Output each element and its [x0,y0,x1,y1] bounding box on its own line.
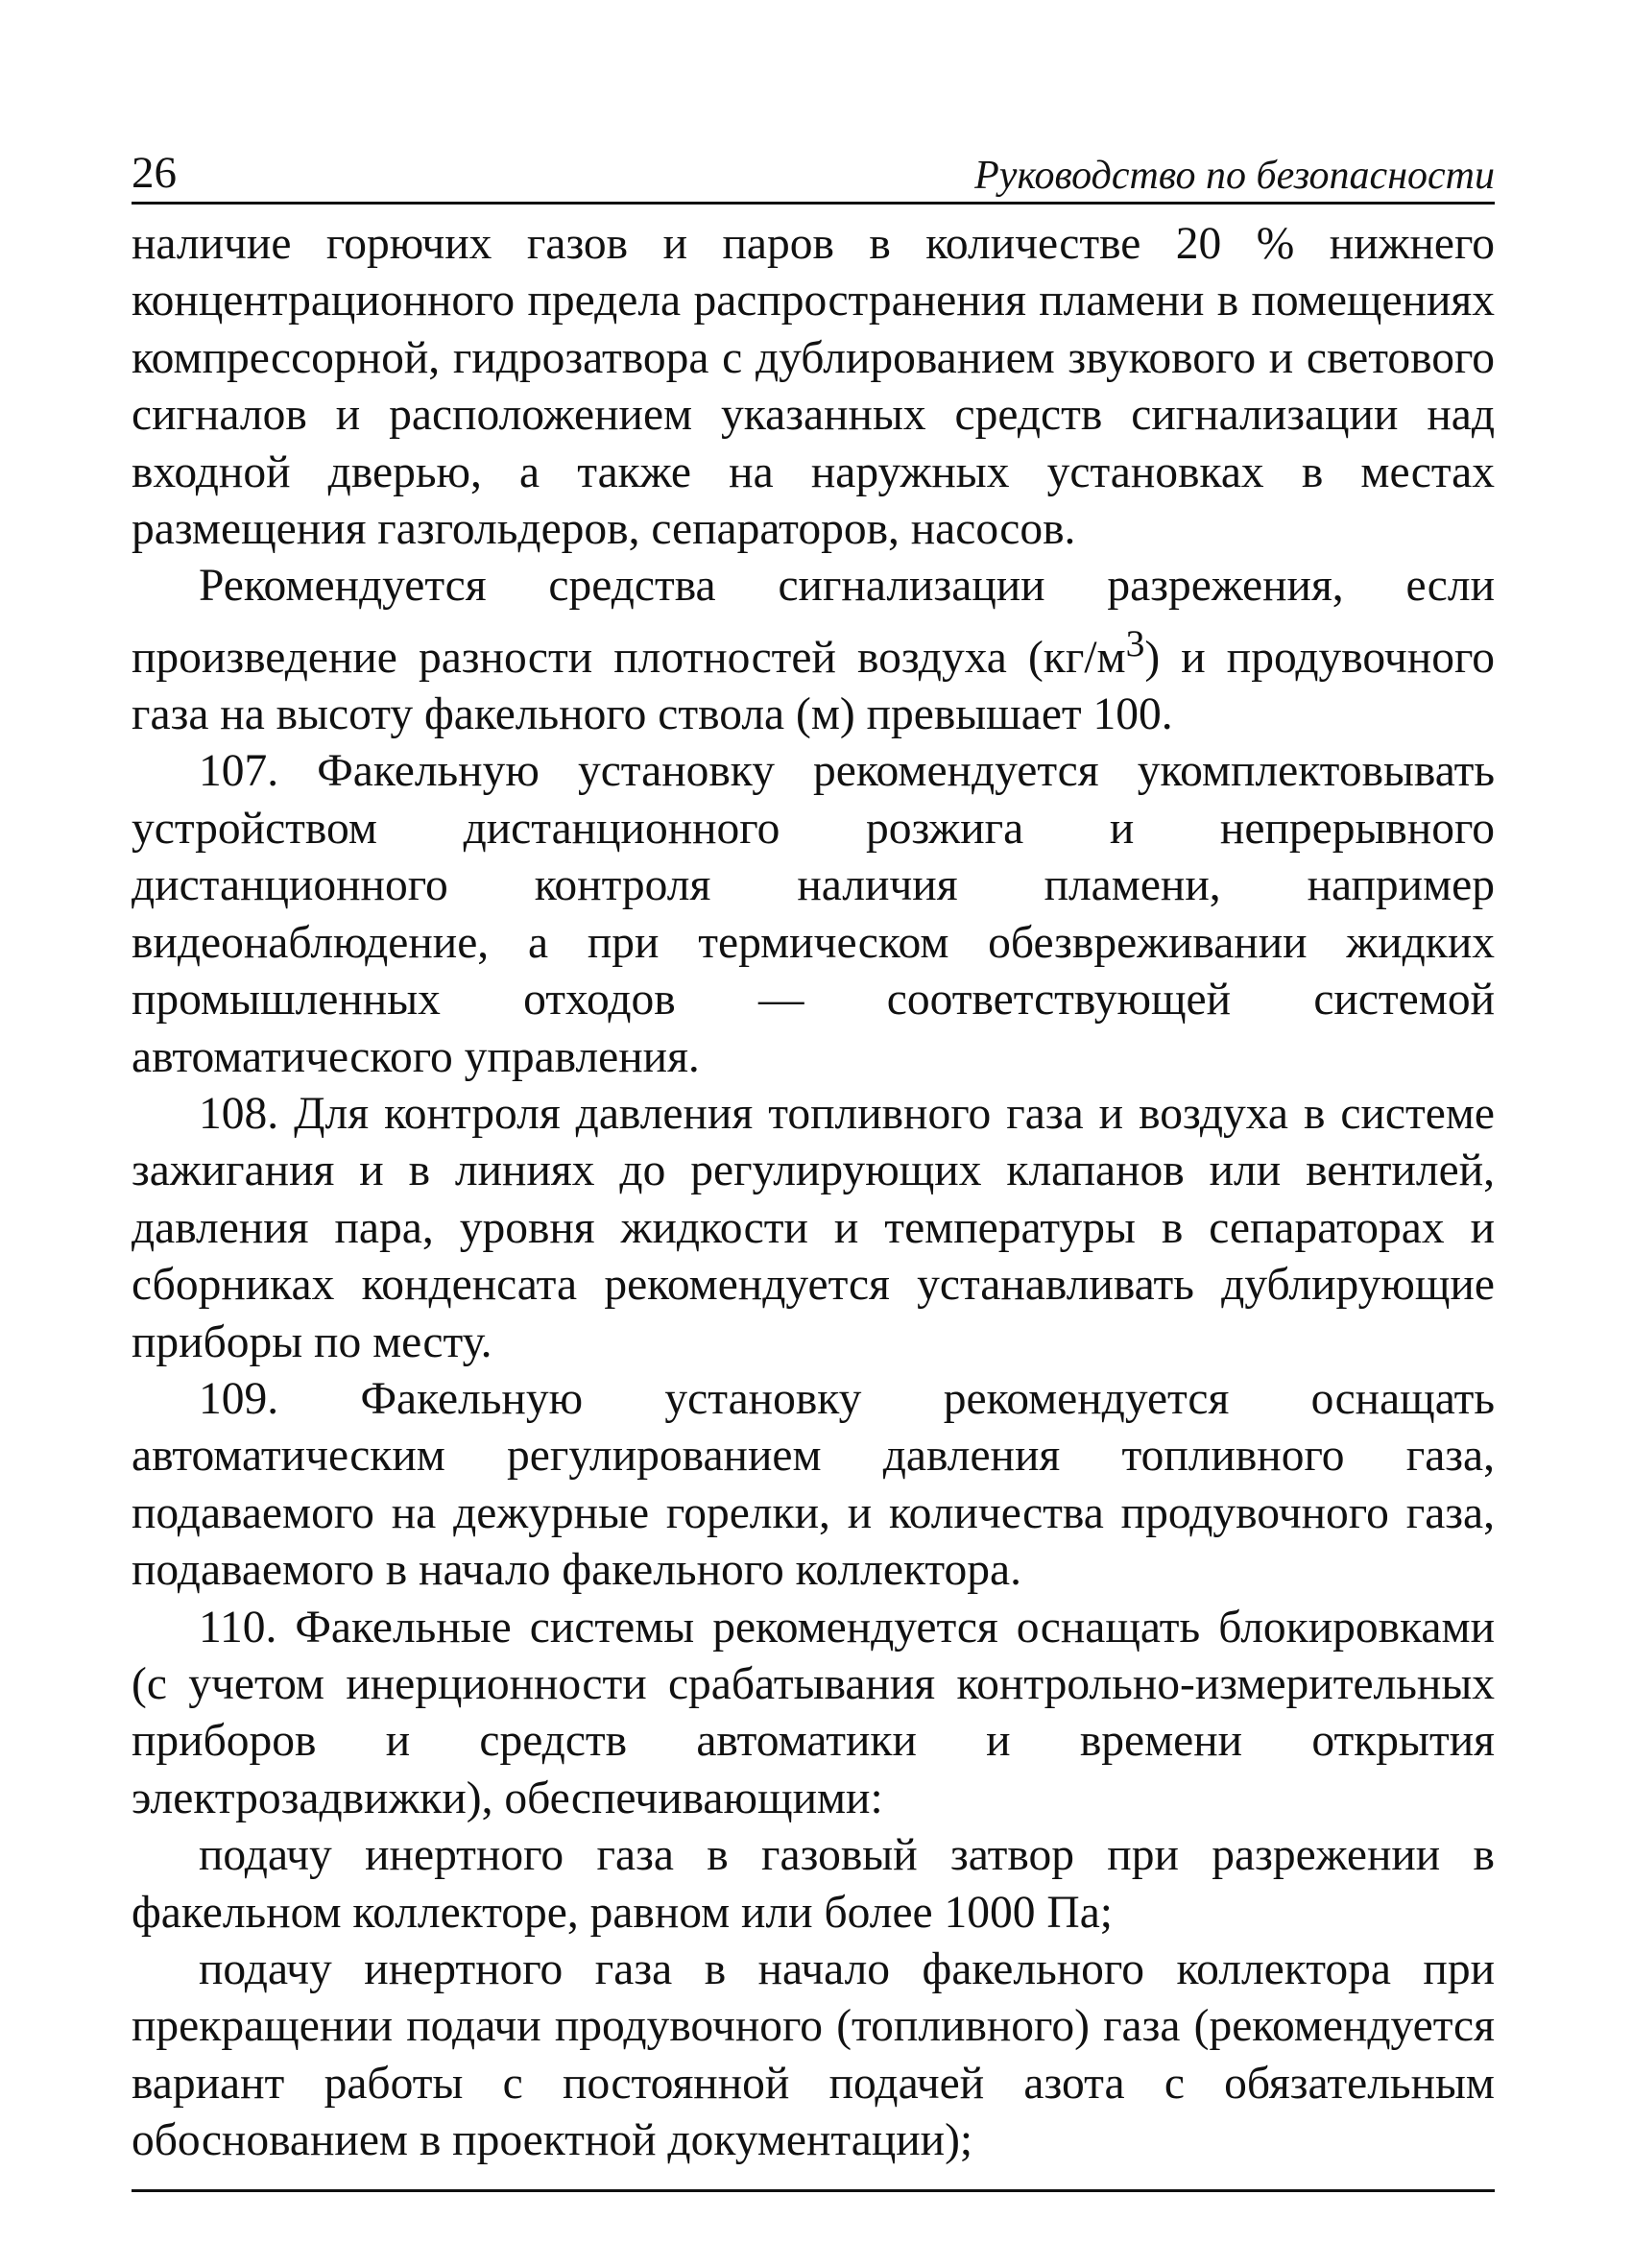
paragraph-text-part: ) и продувочного газа на высоту факельного ствола (м) превышает 100. [132,632,1495,740]
page-number: 26 [132,148,177,198]
footer-rule [132,2189,1495,2192]
document-page [132,144,1495,2192]
paragraph-gas-detection: наличие горючих газов и паров в количестве 20 % нижнего концентрационного предела распространения пламени в помещениях компрессорной, гидрозатвора с дублированием звукового и светового сигналов и расположением указанных средств сигнализации над входной дверью, а также на наружных установках в местах размещения газгольдеров, сепараторов, насосов. [132,219,1495,555]
body-text [132,216,1495,2170]
paragraph-109: 109. Факельную установку рекомендуется оснащать автоматическим регулированием давления топливного газа, подаваемого на дежурные горелки, и количества продувочного газа, подаваемого в начало факельного коллектора. [132,1373,1495,1596]
paragraph-text-part: Рекомендуется средства сигнализации разрежения, если произведение разности плотностей воздуха (кг/м [132,561,1495,683]
paragraph-110: 110. Факельные системы рекомендуется оснащать блокировками (с учетом инерционности срабатывания контрольно-измерительных приборов и средств автоматики и времени открытия электрозадвижки), обеспечивающими: [132,1602,1495,1823]
running-header [132,144,1495,205]
paragraph-vacuum-alarm [132,558,1495,743]
superscript-cubic: 3 [1125,621,1145,664]
paragraph-108: 108. Для контроля давления топливного газа и воздуха в системе зажигания и в линиях до регулирующих клапанов или вентилей, давления пара, уровня жидкости и температуры в сепараторах и сборниках конденсата рекомендуется устанавливать дублирующие приборы по месту. [132,1088,1495,1367]
paragraph-inert-gas-collector: подачу инертного газа в начало факельного коллектора при прекращении подачи продувочного (топливного) газа (рекомендуется вариант работы с постоянной подачей азота с обязательным обоснованием в проектной документации); [132,1944,1495,2166]
paragraph-107: 107. Факельную установку рекомендуется укомплектовывать устройством дистанционного розжига и непрерывного дистанционного контроля наличия пламени, например видеонаблюдение, а при термическом обезвреживании жидких промышленных отходов — соответствующей системой автоматического управления. [132,746,1495,1082]
paragraph-inert-gas-seal: подачу инертного газа в газовый затвор при разрежении в факельном коллекторе, равном или более 1000 Па; [132,1830,1495,1938]
running-title: Руководство по безопасности [974,154,1495,198]
